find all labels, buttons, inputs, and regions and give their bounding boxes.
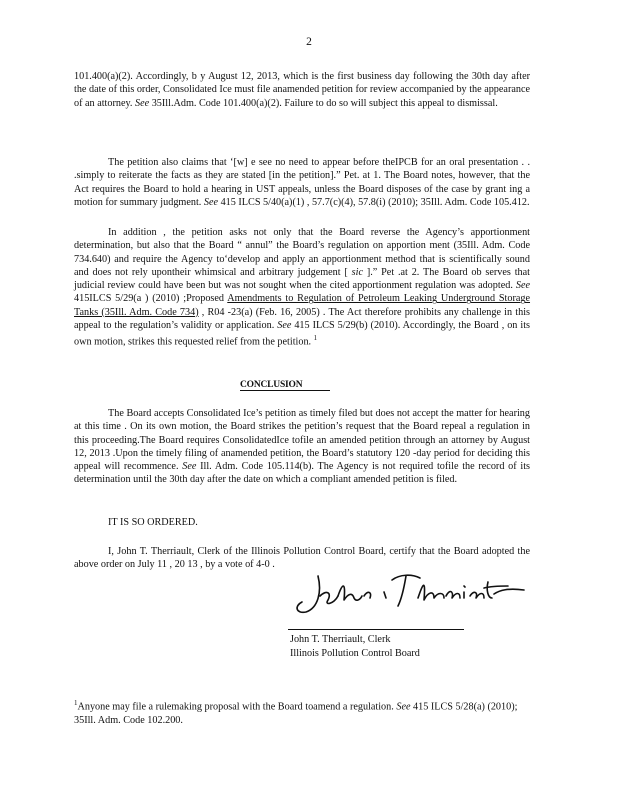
paragraph-hearing: The petition also claims that ‘[w] e see no need to appear before theIPCB for an oral presentation . . .simply to reiterate the facts as they are stated [in the petition].” Pet. at 1. The Board notes, however, that the Act requires the Board to hold a hearing in UST appeals, unless the Board disposes of the case by grant ing a motion for summary judgment. See 415 ILCS 5/40(a)(1) , 57.7(c)(4), 57.8(i) (2010); 35Ill. Adm. Code 105.412.: [74, 157, 530, 208]
page-number: 2: [306, 36, 312, 48]
paragraph-conclusion: The Board accepts Consolidated Ice’s petition as timely filed but does not accept the matter for hearing at this time . On its own motion, the Board strikes the petition’s request that the Board repeal a regulation in this proceeding.The Board requires ConsolidatedIce tofile an amended petition through an attorney by August 12, 2013 .Upon the timely filing of anamended petition, the Board’s statutory 120 -day period for deciding this appeal will recommence. See Ill. Adm. Code 105.114(b). The Agency is not required tofile the record of its determination until the 30th day after the date on which a compliant amended petition is filed.: [74, 408, 531, 486]
paragraph-apportionment: In addition , the petition asks not only that the Board reverse the Agency’s apportionment determination, but also that the Board “ annul” the Board’s regulation on apportion ment (35Ill. Adm. Code 734.640) and require the Agency to‘develop and apply an apportionment method that is scientifically sound and does not rely upontheir whimsical and arbitrary judgement [ sic ].” Pet .at 2. The Board ob serves that judicial review could have been but was not sought when the cited apportionment regulation was adopted. See 415ILCS 5/29(a ) (2010) ;Proposed Amendments to Regulation of Petroleum Leaking Underground Storage Tanks (35Ill. Adm. Code 734) , R04 -23(a) (Feb. 16, 2005) . The Act therefore prohibits any challenge in this appeal to the regulation’s validity or application. See 415 ILCS 5/29(b) (2010). Accordingly, the Board , on its own motion, strikes this requested relief from the petition. $^1$: [74, 227, 531, 348]
clerk-block: [290, 633, 420, 660]
signature-line: [288, 629, 464, 630]
clerk-board: Illinois Pollution Control Board: [290, 647, 420, 659]
order-statement: IT IS SO ORDERED.: [108, 517, 198, 528]
paragraph-deadline: 101.400(a)(2). Accordingly, b y August 12, 2013, which is the first business day following the 30th day after the date of this order, Consolidated Ice must file anamended petition for review accompanied by the appearance of an attorney. See 35Ill.Adm. Code 101.400(a)(2). Failure to do so will subject this appeal to dismissal.: [74, 71, 530, 109]
section-heading: CONCLUSION: [240, 380, 330, 390]
signature-image: [288, 562, 533, 622]
clerk-name: John T. Therriault, Clerk: [290, 634, 391, 645]
case-citation: Amendments to Regulation of Petroleum Leaking Underground Storage Tanks (35Ill. Adm. Code 734): [74, 293, 531, 318]
footnote-ref: 1: [313, 334, 318, 343]
footnote: $^1$Anyone may file a rulemaking proposal with the Board toamend a regulation. See 415 ILCS 5/28(a) (2010); 35Ill. Adm. Code 102.200.: [74, 699, 518, 726]
paragraph-certification: I, John T. Therriault, Clerk of the Illinois Pollution Control Board, certify that the Board adopted the above order on July 11 , 20 13 , by a vote of 4-0 .: [74, 546, 530, 571]
